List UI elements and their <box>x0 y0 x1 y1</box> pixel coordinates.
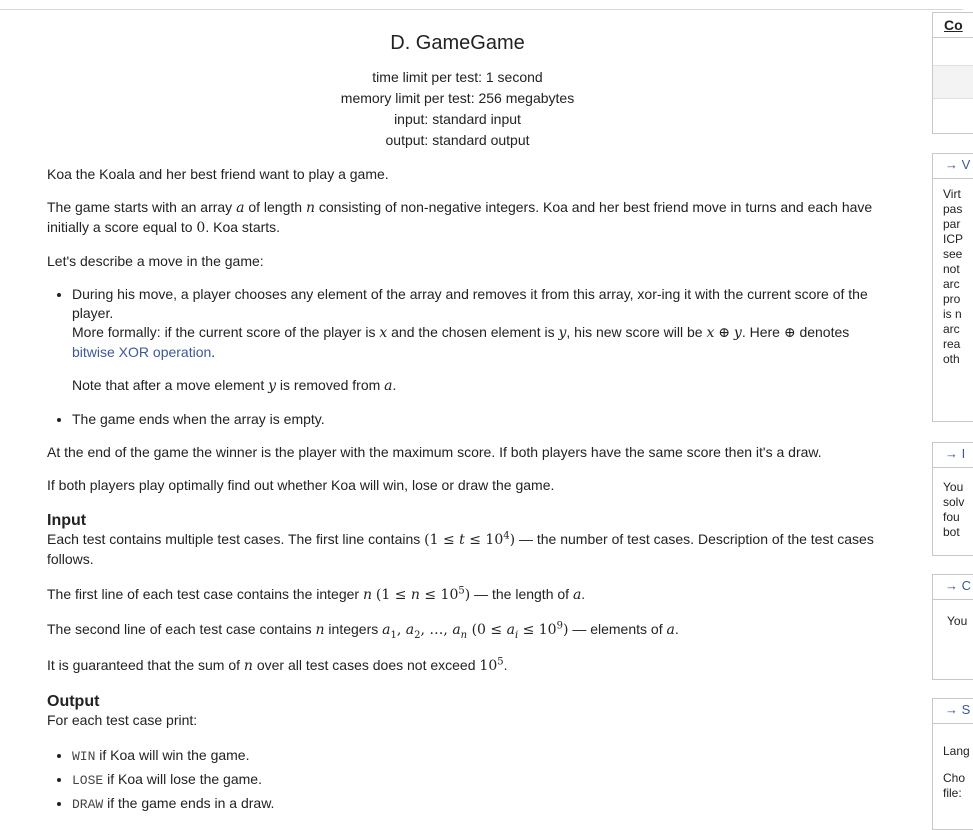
list-item: • DRAW if the game ends in a draw. <box>72 792 885 816</box>
problem-title: D. GameGame <box>390 32 525 54</box>
output-list <box>47 744 885 816</box>
array-paragraph: The game starts with an array a of length n consisting of non-negative integers. Koa and her best friend move in turns and each have initially a score equal to 0. Koa starts. <box>47 199 873 236</box>
input-paragraph-2: The first line of each test case contains the integer n $(1 \le n \le 10^5)$ — the length of a. <box>47 585 586 603</box>
input-title: Input <box>47 512 87 529</box>
list-item: • LOSE if Koa will lose the game. <box>72 768 885 792</box>
box-text: arc <box>943 277 960 291</box>
note-text: Note that after a move element y is removed from a. <box>72 377 397 394</box>
time-limit: time limit per test: 1 second <box>372 69 543 85</box>
file-label: file: <box>943 786 962 800</box>
output-title: Output <box>47 693 100 710</box>
box-text: solv <box>943 495 965 509</box>
memory-limit: memory limit per test: 256 megabytes <box>340 90 575 106</box>
problem-header <box>0 32 915 151</box>
clarifications-box <box>932 574 973 680</box>
box-text: You <box>947 614 968 628</box>
virtual-caption: → V <box>945 157 971 172</box>
input-file: input: standard input <box>394 111 521 127</box>
move-paragraph: Let's describe a move in the game: <box>47 253 264 269</box>
winner-paragraph: At the end of the game the winner is the player with the maximum score. If both players have the same score then it's a draw. <box>47 444 822 460</box>
problem-statement <box>0 10 915 816</box>
box-text: ICP <box>943 232 964 246</box>
box-text: is n <box>943 307 962 321</box>
box-text: oth <box>943 352 960 366</box>
box-text: fou <box>943 510 960 524</box>
list-item: • During his move, a player chooses any element of the array and removes it from this array, xor-ing it with the current score of the player. More formally: if the current score of the player is x and the chosen element is y, his new score will be x ⊕ y. Here ⊕ denotes bitwise XOR operation. Note that after a move element y is removed from a. <box>72 285 885 396</box>
box-text: par <box>943 217 961 231</box>
box-text: not <box>943 262 960 276</box>
box-text: pas <box>943 202 963 216</box>
list-item: • The game ends when the array is empty. <box>72 410 885 429</box>
input-paragraph-4: It is guaranteed that the sum of n over all test cases does not exceed $10^5$. <box>47 656 508 674</box>
practice-caption: → I <box>945 446 966 461</box>
clarifications-caption: → C <box>945 578 971 593</box>
input-paragraph-1: Each test contains multiple test cases. The first line contains $(1 \le t \le 10^4)$ — the number of test cases. Description of the test cases follows. <box>47 530 874 567</box>
intro-paragraph: Koa the Koala and her best friend want to play a game. <box>47 166 389 182</box>
box-text: You <box>943 480 964 494</box>
submit-caption: → S <box>945 702 971 717</box>
box-text: bot <box>943 525 960 539</box>
submit-box <box>932 698 973 830</box>
box-text: see <box>943 247 963 261</box>
output-file: output: standard output <box>385 132 530 148</box>
output-paragraph: For each test case print: <box>47 712 198 728</box>
list-item: • WIN if Koa will win the game. <box>72 744 885 768</box>
input-paragraph-3: The second line of each test case contains n integers $a_1$, $a_2$, …, $a_n$ $(0 \le a_i \le 10^9)$ — elements of a. <box>47 620 679 641</box>
box-text: rea <box>943 337 961 351</box>
virtual-participation-box <box>932 153 973 422</box>
practice-box <box>932 442 973 556</box>
box-text: Virt <box>943 187 961 201</box>
choose-file-label: Cho <box>943 771 966 785</box>
xor-link[interactable]: bitwise XOR operation <box>72 344 212 360</box>
contest-link[interactable]: Co <box>944 17 963 33</box>
problem-body <box>0 165 915 816</box>
contest-box <box>932 12 973 134</box>
language-label: Lang <box>943 744 970 758</box>
optimal-paragraph: If both players play optimally find out whether Koa will win, lose or draw the game. <box>47 477 555 493</box>
move-list <box>47 285 885 429</box>
box-text: pro <box>943 292 961 306</box>
box-text: arc <box>943 322 960 336</box>
